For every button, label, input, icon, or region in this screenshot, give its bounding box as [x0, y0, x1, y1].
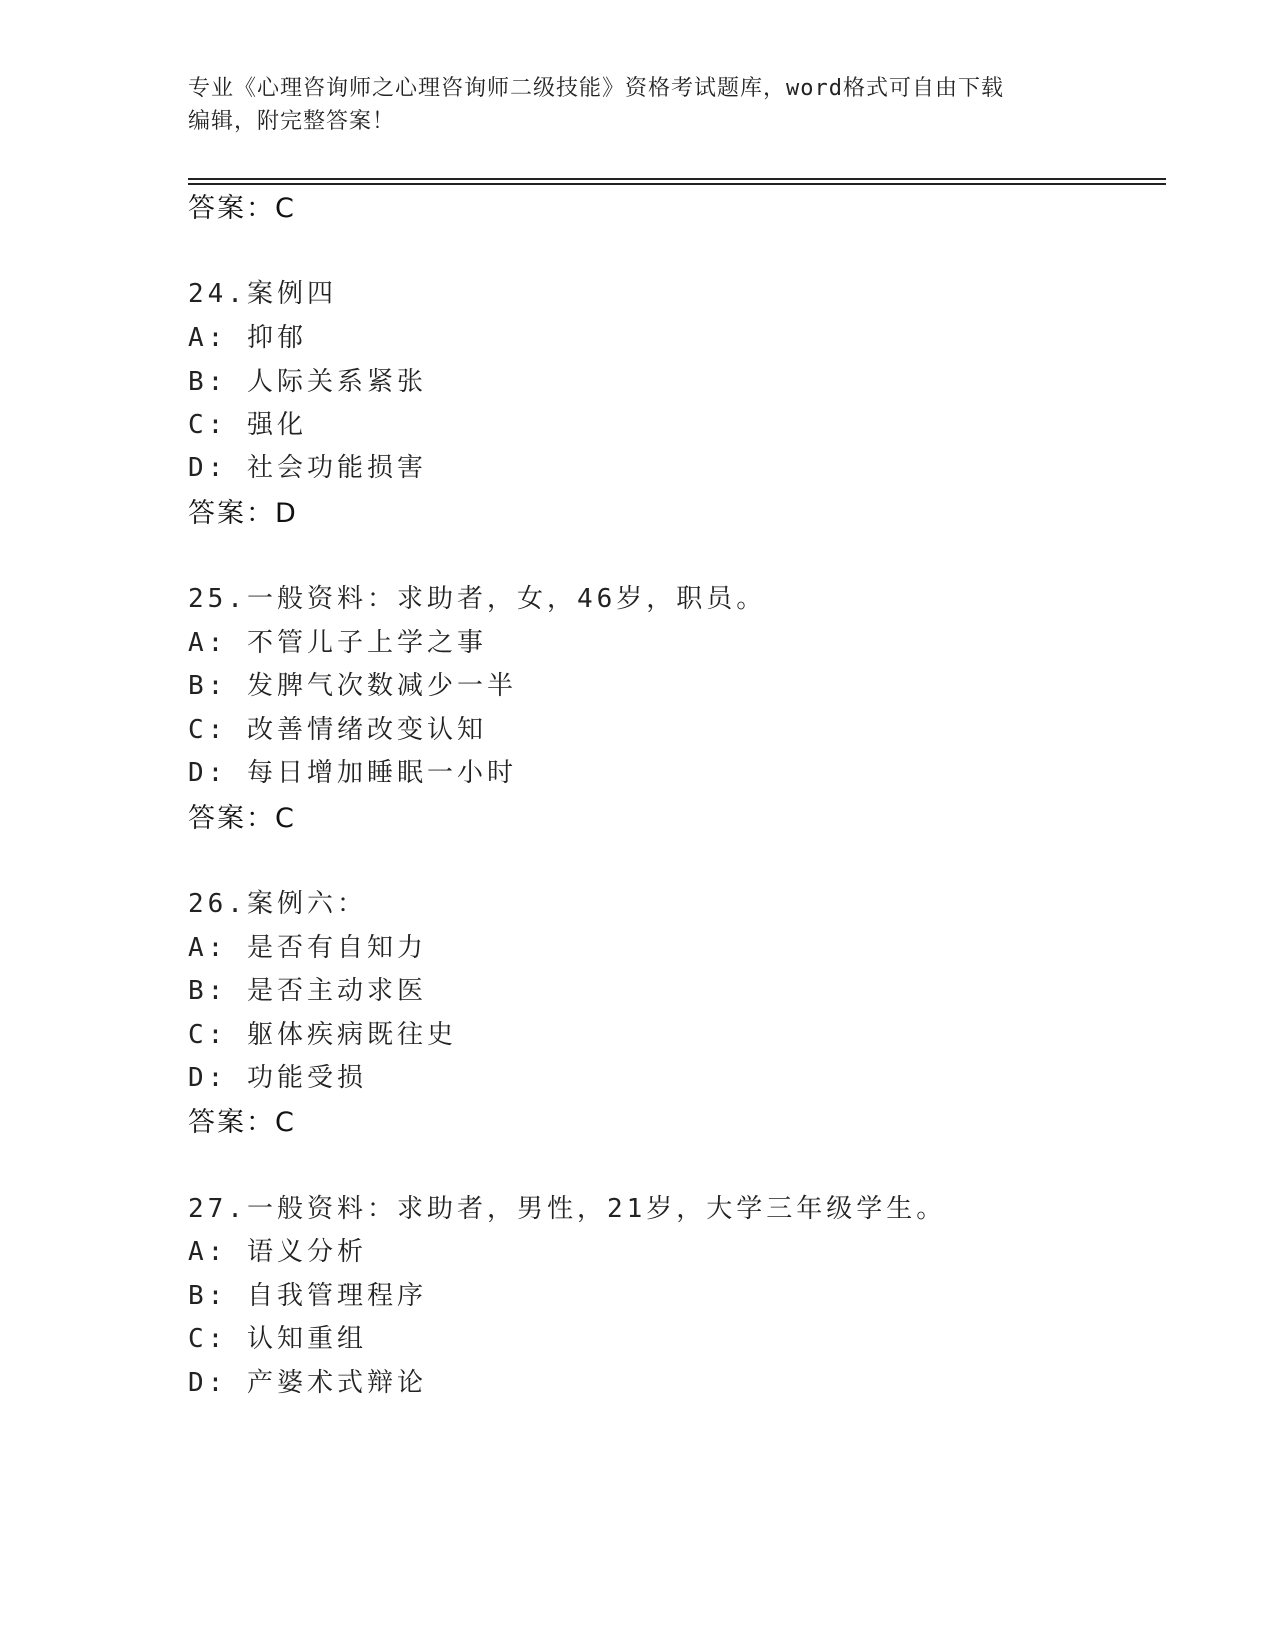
question-26: 26.案例六：	[188, 889, 367, 919]
question-24-option-b: B: 人际关系紧张	[188, 367, 427, 397]
header-rule-top	[188, 178, 1166, 180]
question-25-option-d: D: 每日增加睡眠一小时	[188, 758, 517, 788]
question-24-option-d: D: 社会功能损害	[188, 453, 427, 483]
document-header	[188, 72, 1088, 138]
question-25: 25.一般资料：求助者，女，46岁，职员。	[188, 584, 767, 614]
answer-23: 答案：C	[188, 193, 296, 224]
question-25-option-c: C: 改善情绪改变认知	[188, 715, 487, 745]
header-rule-bottom	[188, 183, 1166, 185]
question-26-option-b: B: 是否主动求医	[188, 976, 427, 1006]
question-26-option-c: C: 躯体疾病既往史	[188, 1020, 457, 1050]
question-25-option-a: A: 不管儿子上学之事	[188, 628, 487, 658]
question-27-option-c: C: 认知重组	[188, 1324, 367, 1354]
question-24-option-c: C: 强化	[188, 410, 307, 440]
answer-26: 答案：C	[188, 1107, 296, 1138]
question-27-option-b: B: 自我管理程序	[188, 1281, 427, 1311]
header-line-1: 专业《心理咨询师之心理咨询师二级技能》资格考试题库，word格式可自由下载	[188, 76, 1004, 101]
question-26-option-d: D: 功能受损	[188, 1063, 367, 1093]
question-27-option-d: D: 产婆术式辩论	[188, 1368, 427, 1398]
question-27-option-a: A: 语义分析	[188, 1237, 367, 1267]
question-24-option-a: A: 抑郁	[188, 323, 307, 353]
question-25-option-b: B: 发脾气次数减少一半	[188, 671, 517, 701]
answer-24: 答案：D	[188, 498, 298, 529]
header-line-2: 编辑，附完整答案！	[188, 109, 396, 134]
answer-25: 答案：C	[188, 803, 296, 834]
question-26-option-a: A: 是否有自知力	[188, 933, 427, 963]
question-27: 27.一般资料：求助者，男性，21岁，大学三年级学生。	[188, 1194, 947, 1224]
question-24: 24.案例四	[188, 279, 337, 309]
